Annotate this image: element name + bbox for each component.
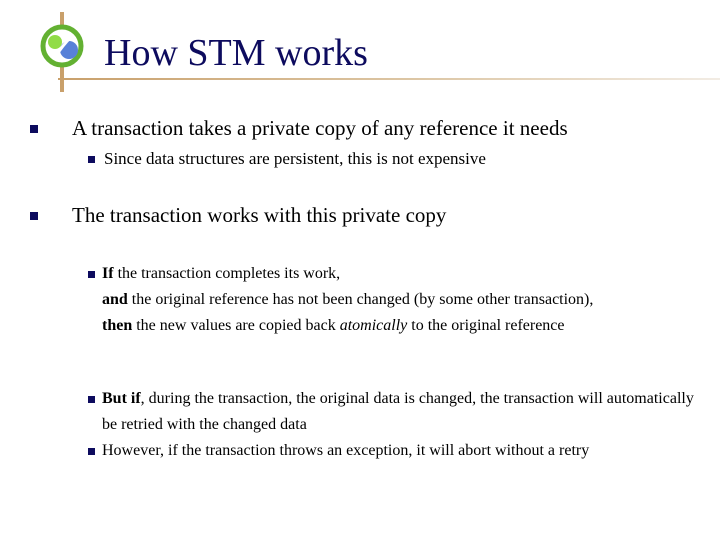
sub-bullet-marker: [88, 271, 95, 278]
keyword-but-if: But if: [102, 390, 141, 407]
title-divider: [58, 78, 720, 80]
text-span: , during the transaction, the original data is changed, the transaction will automatically be retried with the changed data: [102, 390, 694, 433]
slide-title: How STM works: [104, 32, 368, 74]
bullet-text: A transaction takes a private copy of any reference it needs: [72, 116, 568, 140]
text-span: the transaction completes its work,: [113, 265, 341, 282]
sub-bullet-text: Since data structures are persistent, this is not expensive: [104, 149, 486, 168]
bullet-text: The transaction works with this private copy: [72, 203, 447, 227]
emphasis-atomically: atomically: [339, 317, 408, 334]
bullet-marker: [30, 125, 38, 133]
sub-bullet-marker: [88, 156, 95, 163]
keyword-then: then: [102, 317, 133, 334]
sub-bullet-marker: [88, 396, 95, 403]
clojure-logo-icon: [36, 12, 92, 92]
text-span: the original reference has not been changed (by some other transaction),: [127, 291, 594, 308]
text-span: the new values are copied back: [132, 317, 340, 334]
keyword-and: and: [102, 291, 128, 308]
sub-bullet-text: [102, 261, 702, 339]
sub-bullet-text: However, if the transaction throws an exception, it will abort without a retry: [102, 442, 590, 459]
sub-bullet-text: [102, 386, 702, 438]
sub-bullet-marker: [88, 448, 95, 455]
bullet-marker: [30, 212, 38, 220]
keyword-if: If: [102, 265, 114, 282]
text-span: to the original reference: [407, 317, 565, 334]
